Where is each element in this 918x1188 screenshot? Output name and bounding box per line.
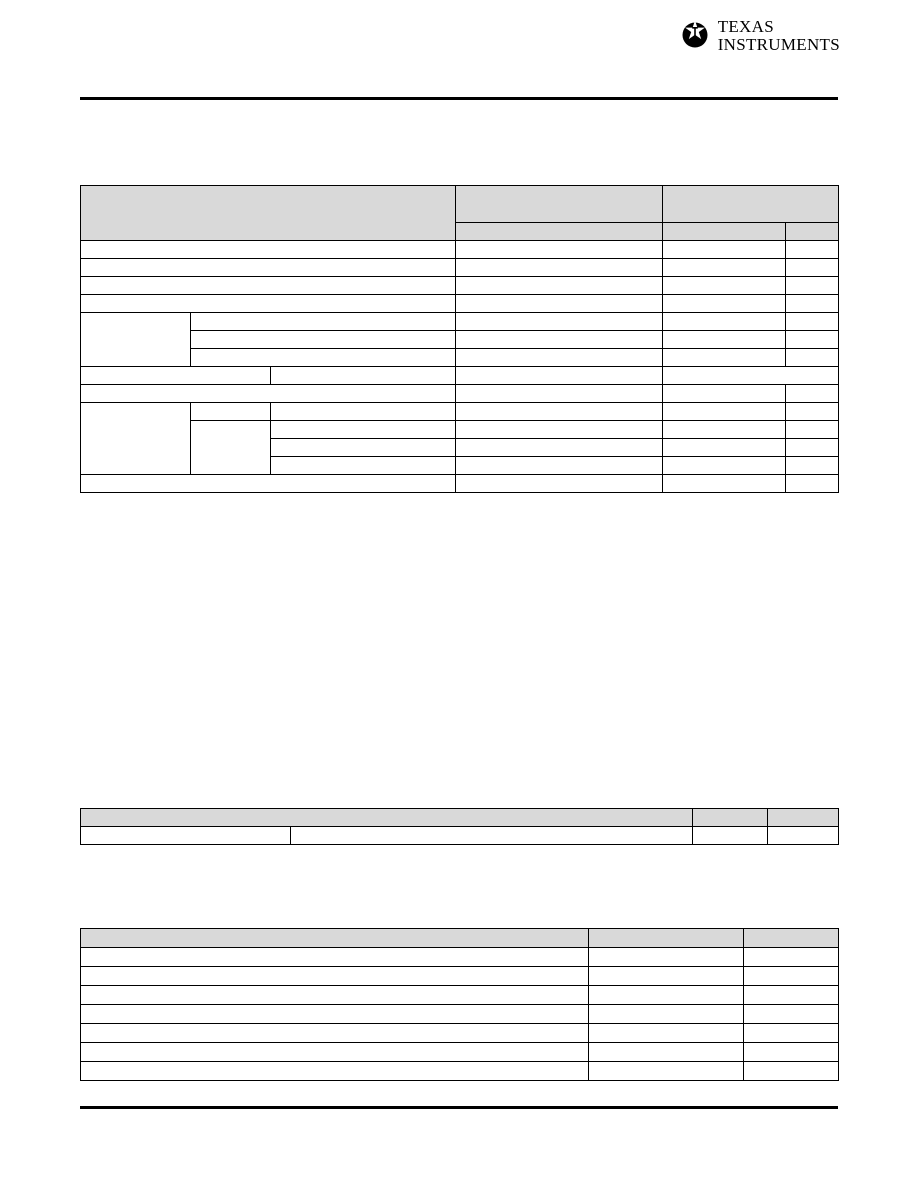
row-label-cell <box>81 475 456 493</box>
header-rule <box>80 97 838 100</box>
table-row <box>81 295 839 313</box>
notes-table <box>80 808 839 845</box>
table-row <box>81 367 839 385</box>
row-unit-cell <box>786 457 839 475</box>
row-value-cell <box>456 475 663 493</box>
row-value-cell <box>663 295 786 313</box>
page-header <box>680 18 840 68</box>
table-row <box>81 349 839 367</box>
subheader-cell-2 <box>663 223 786 241</box>
specifications-table <box>80 185 839 493</box>
table-row <box>81 277 839 295</box>
row-value-cell <box>456 277 663 295</box>
row-value-cell <box>456 403 663 421</box>
row-label-cell <box>81 1062 589 1081</box>
row-value-cell <box>663 259 786 277</box>
row-value-cell <box>589 948 744 967</box>
table-row <box>81 948 839 967</box>
table-row <box>81 827 839 845</box>
row-value-cell <box>456 385 663 403</box>
table-row <box>81 313 839 331</box>
row-value-cell <box>456 259 663 277</box>
footer-rule <box>80 1106 838 1109</box>
row-unit-cell <box>744 1024 839 1043</box>
row-unit-cell <box>744 1005 839 1024</box>
row-label-cell <box>271 403 456 421</box>
row-value-cell <box>663 367 839 385</box>
header-cell-group1 <box>456 186 663 223</box>
row-value-cell <box>456 439 663 457</box>
ti-logo-line2: INSTRUMENTS <box>717 35 840 54</box>
row-unit-cell <box>744 967 839 986</box>
row-unit-cell <box>744 1062 839 1081</box>
row-label-cell <box>81 277 456 295</box>
row-unit-cell <box>786 349 839 367</box>
row-label-cell <box>81 1024 589 1043</box>
row-unit-cell <box>786 259 839 277</box>
ti-logo-line1: TEXAS <box>717 17 774 36</box>
row-value-cell <box>456 457 663 475</box>
ti-logo-wordmark <box>718 18 840 54</box>
row-unit-cell <box>768 827 839 845</box>
table-header-row <box>81 809 839 827</box>
table-row <box>81 1024 839 1043</box>
header-cell-group2 <box>663 186 839 223</box>
header-cell-unit <box>768 809 839 827</box>
row-unit-cell <box>786 241 839 259</box>
row-label-cell <box>81 259 456 277</box>
row-label-cell <box>271 421 456 439</box>
header-cell-value <box>589 929 744 948</box>
ti-logo-mark-icon <box>678 18 712 52</box>
row-value-cell <box>589 986 744 1005</box>
row-value-cell <box>663 349 786 367</box>
row-value-cell <box>589 967 744 986</box>
table-header-row <box>81 929 839 948</box>
row-label-cell <box>81 827 291 845</box>
row-value-cell <box>663 403 786 421</box>
subheader-cell-3 <box>786 223 839 241</box>
row-subgroup-label-cell <box>191 403 271 421</box>
row-label-cell <box>271 439 456 457</box>
row-value-cell <box>456 421 663 439</box>
row-value-cell <box>456 349 663 367</box>
texas-instruments-logo <box>680 18 840 54</box>
row-label-cell <box>81 1043 589 1062</box>
table-row <box>81 475 839 493</box>
table-row <box>81 1005 839 1024</box>
header-cell-label <box>81 809 693 827</box>
row-value-cell <box>663 439 786 457</box>
table-row <box>81 421 839 439</box>
row-unit-cell <box>786 439 839 457</box>
row-label-cell <box>81 295 456 313</box>
row-label-cell <box>191 331 456 349</box>
row-value-cell <box>589 1024 744 1043</box>
row-value-cell <box>589 1005 744 1024</box>
row-unit-cell <box>786 331 839 349</box>
row-unit-cell <box>744 1043 839 1062</box>
row-group-label-cell <box>81 403 191 475</box>
row-label-cell <box>81 986 589 1005</box>
row-subgroup-label-cell <box>191 421 271 475</box>
row-value-cell <box>456 313 663 331</box>
row-value-cell <box>456 295 663 313</box>
row-label-cell <box>191 313 456 331</box>
row-value-cell <box>663 277 786 295</box>
table-row <box>81 967 839 986</box>
row-label-cell <box>81 241 456 259</box>
header-cell-label <box>81 186 456 241</box>
row-label-cell <box>191 349 456 367</box>
row-value-cell <box>663 421 786 439</box>
parameter-list-table <box>80 928 839 1081</box>
table-header-row <box>81 186 839 223</box>
row-label-cell <box>81 967 589 986</box>
subheader-cell-1 <box>456 223 663 241</box>
row-value-cell <box>663 457 786 475</box>
table-row <box>81 259 839 277</box>
table-row <box>81 331 839 349</box>
row-value-cell <box>693 827 768 845</box>
row-value-cell <box>456 367 663 385</box>
table-row <box>81 403 839 421</box>
row-label-cell <box>81 1005 589 1024</box>
row-unit-cell <box>744 948 839 967</box>
row-label-cell <box>81 948 589 967</box>
table-row <box>81 986 839 1005</box>
table-row <box>81 385 839 403</box>
table-row <box>81 241 839 259</box>
table-row <box>81 1043 839 1062</box>
row-value-cell <box>663 241 786 259</box>
row-label-cell <box>271 457 456 475</box>
row-unit-cell <box>786 421 839 439</box>
row-value-cell <box>589 1062 744 1081</box>
row-value-cell <box>589 1043 744 1062</box>
header-cell-unit <box>744 929 839 948</box>
header-cell-label <box>81 929 589 948</box>
row-unit-cell <box>786 295 839 313</box>
row-unit-cell <box>786 313 839 331</box>
row-label-cell <box>271 367 456 385</box>
row-value-cell <box>663 331 786 349</box>
row-unit-cell <box>786 475 839 493</box>
row-unit-cell <box>786 277 839 295</box>
row-unit-cell <box>744 986 839 1005</box>
row-value-cell <box>456 241 663 259</box>
row-group-label-cell <box>81 313 191 367</box>
row-value-cell <box>663 313 786 331</box>
row-group-label-cell <box>81 367 271 385</box>
row-unit-cell <box>786 385 839 403</box>
row-label-cell <box>81 385 456 403</box>
table-row <box>81 1062 839 1081</box>
row-value-cell <box>663 385 786 403</box>
row-value-cell <box>663 475 786 493</box>
row-value-cell <box>456 331 663 349</box>
header-cell-value <box>693 809 768 827</box>
row-unit-cell <box>786 403 839 421</box>
row-description-cell <box>291 827 693 845</box>
